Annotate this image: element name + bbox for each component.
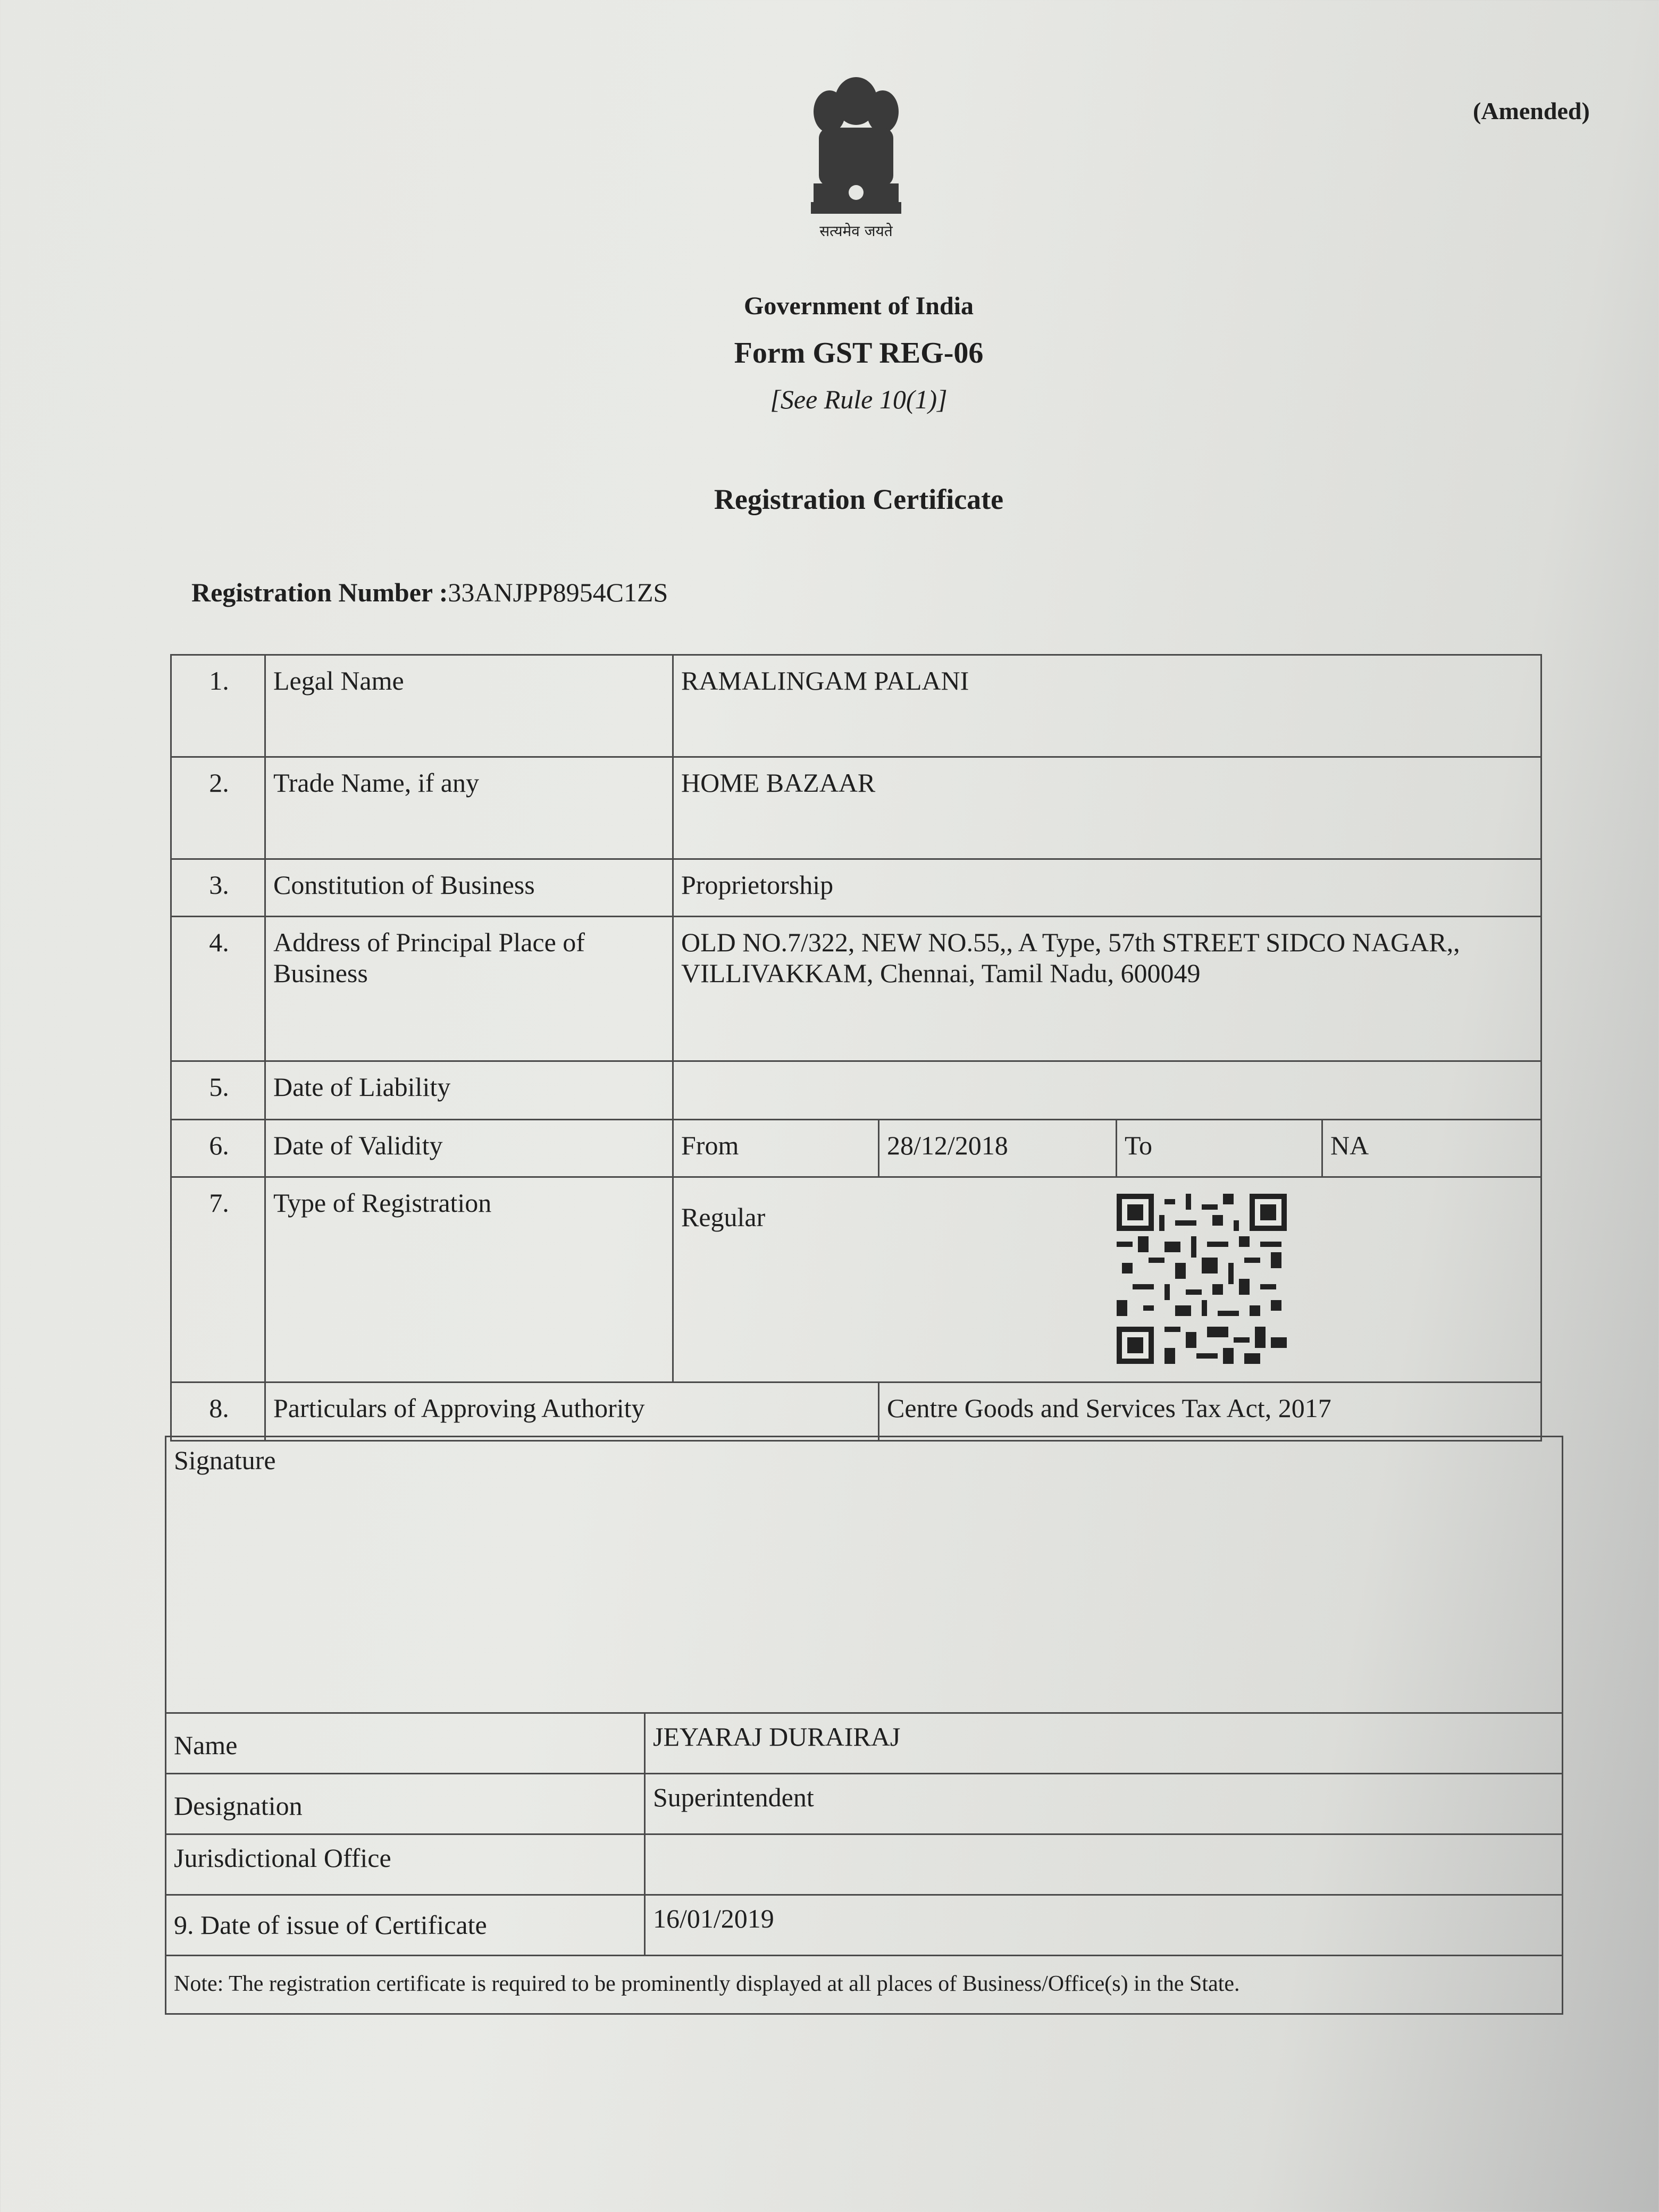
- designation-label: Designation: [166, 1774, 645, 1834]
- table-row: [166, 1956, 1563, 2014]
- government-heading: Government of India: [744, 292, 974, 320]
- legal-name-value: RAMALINGAM PALANI: [673, 655, 1541, 757]
- issue-date-value: 16/01/2019: [645, 1895, 1563, 1956]
- approving-authority-value: Centre Goods and Services Tax Act, 2017: [879, 1382, 1541, 1441]
- address-value: OLD NO.7/322, NEW NO.55,, A Type, 57th STREET SIDCO NAGAR,, VILLIVAKKAM, Chennai, Tamil Nadu, 600049: [673, 917, 1541, 1061]
- table-row: [166, 1834, 1563, 1895]
- row-number: 1.: [171, 655, 265, 757]
- trade-name-value: HOME BAZAAR: [673, 757, 1541, 859]
- qr-code: [1117, 1194, 1287, 1364]
- row-label: Type of Registration: [265, 1177, 673, 1382]
- validity-to-date: NA: [1322, 1120, 1541, 1177]
- table-row: [171, 1061, 1541, 1120]
- row-number: 2.: [171, 757, 265, 859]
- emblem-motto: सत्यमेव जयते: [819, 222, 893, 240]
- table-row: [171, 757, 1541, 859]
- constitution-value: Proprietorship: [673, 859, 1541, 917]
- display-note: Note: The registration certificate is required to be prominently displayed at all places of Business/Office(s) in the State.: [166, 1956, 1563, 2014]
- row-label: Trade Name, if any: [265, 757, 673, 859]
- national-emblem-icon: [798, 69, 915, 229]
- signature-label: Signature: [166, 1437, 1563, 1713]
- certificate-title: Registration Certificate: [714, 483, 1004, 515]
- designation-value: Superintendent: [645, 1774, 1563, 1834]
- row-number: 6.: [171, 1120, 265, 1177]
- table-row: [171, 655, 1541, 757]
- table-row: [166, 1895, 1563, 1956]
- table-row: [166, 1774, 1563, 1834]
- name-label: Name: [166, 1713, 645, 1774]
- row-number: 3.: [171, 859, 265, 917]
- office-label: Jurisdictional Office: [166, 1834, 645, 1895]
- row-number: 8.: [171, 1382, 265, 1441]
- row-label: Date of Liability: [265, 1061, 673, 1120]
- row-label: Address of Principal Place of Business: [265, 917, 673, 1061]
- officer-name-value: JEYARAJ DURAIRAJ: [645, 1713, 1563, 1774]
- row-label: Date of Validity: [265, 1120, 673, 1177]
- table-row: [171, 1120, 1541, 1177]
- table-row: [171, 1177, 1541, 1382]
- row-number: 5.: [171, 1061, 265, 1120]
- table-row: [171, 917, 1541, 1061]
- table-row: [171, 1382, 1541, 1441]
- row-label: Particulars of Approving Authority: [265, 1382, 879, 1441]
- registration-number-label: Registration Number :: [191, 577, 448, 607]
- validity-from-label: From: [673, 1120, 879, 1177]
- row-number: 4.: [171, 917, 265, 1061]
- issue-date-label: 9. Date of issue of Certificate: [166, 1895, 645, 1956]
- amended-label: (Amended): [1473, 97, 1590, 124]
- rule-reference: [See Rule 10(1)]: [770, 384, 948, 414]
- validity-to-label: To: [1117, 1120, 1322, 1177]
- office-value: [645, 1834, 1563, 1895]
- table-row: [171, 859, 1541, 917]
- signature-block: [165, 1436, 1563, 2015]
- row-number: 7.: [171, 1177, 265, 1382]
- registration-number-line: [191, 577, 668, 608]
- row-label: Constitution of Business: [265, 859, 673, 917]
- registration-type-value: Regular: [673, 1177, 1541, 1382]
- validity-from-date: 28/12/2018: [879, 1120, 1117, 1177]
- row-label: Legal Name: [265, 655, 673, 757]
- registration-number-value: 33ANJPP8954C1ZS: [448, 577, 668, 607]
- details-table: [170, 654, 1542, 1442]
- form-heading: Form GST REG-06: [734, 337, 984, 370]
- liability-date-value: [673, 1061, 1541, 1120]
- table-row: [166, 1713, 1563, 1774]
